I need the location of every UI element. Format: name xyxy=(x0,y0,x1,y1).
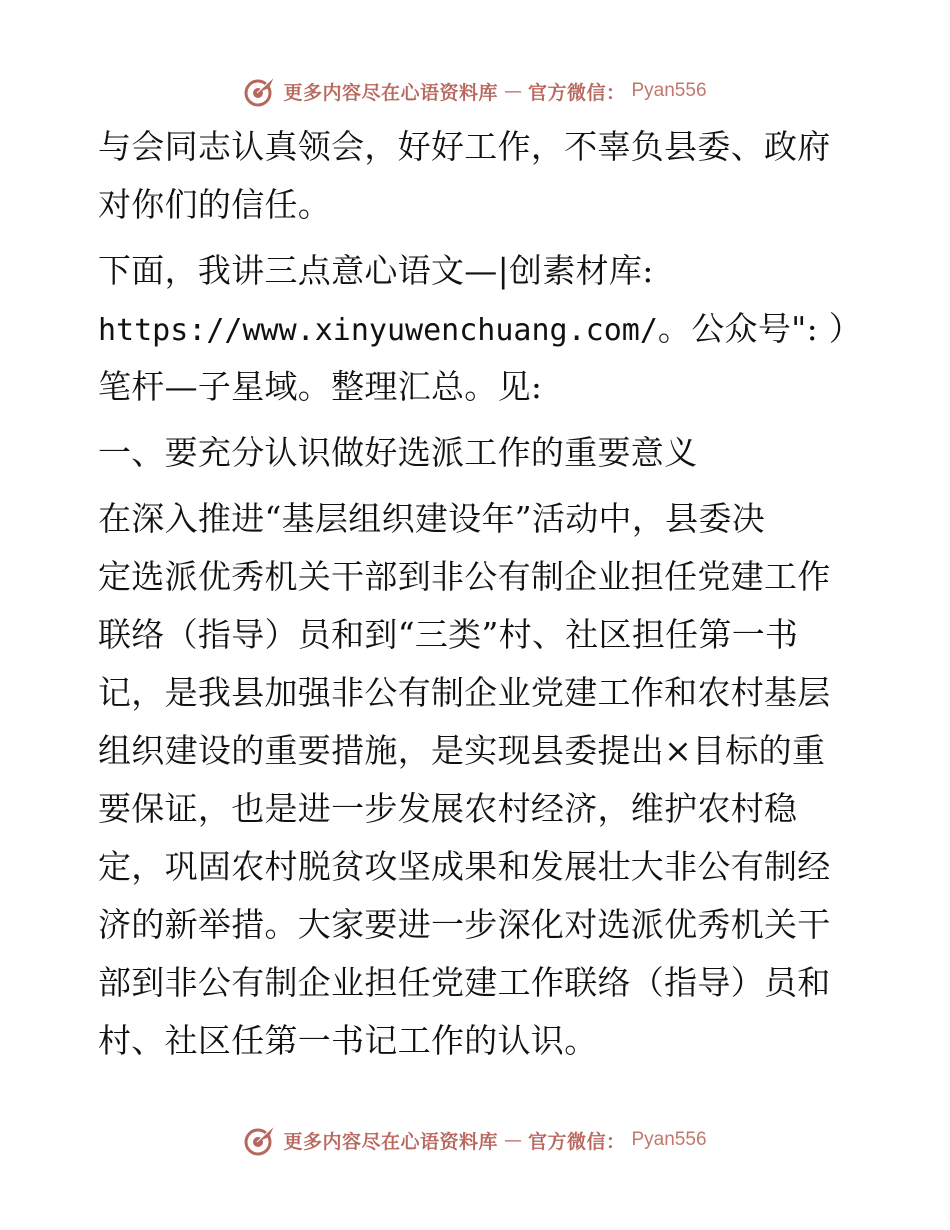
source-url-text: https://www.xinyuwenchuang.com/ xyxy=(98,313,658,348)
banner-wechat-label: 官方微信： xyxy=(527,81,626,104)
text-line: 要保证，也是进一步发展农村经济，维护农村稳 xyxy=(98,789,798,828)
paragraph-1 xyxy=(98,118,858,234)
text-line: 对你们的信任。 xyxy=(98,185,332,224)
text-line: 部到非公有制企业担任党建工作联络（指导）员和 xyxy=(98,963,831,1002)
quill-logo-icon xyxy=(243,74,277,108)
text-line: 济的新举措。大家要进一步深化对选派优秀机关干 xyxy=(98,905,831,944)
text-line: 定，巩固农村脱贫攻坚成果和发展壮大非公有制经 xyxy=(98,847,831,886)
banner-title: 更多内容尽在心语资料库 xyxy=(283,1130,498,1153)
text-line-with-url xyxy=(98,300,863,358)
text-line: 记，是我县加强非公有制企业党建工作和农村基层 xyxy=(98,673,831,712)
header-watermark-banner xyxy=(0,71,950,111)
text-line: 与会同志认真领会，好好工作，不辜负县委、政府 xyxy=(98,127,831,166)
text-line: 联络（指导）员和到“三类”村、社区担任第一书 xyxy=(98,615,799,654)
text-line: 村、社区任第一书记工作的认识。 xyxy=(98,1021,598,1060)
paragraph-3 xyxy=(98,490,858,1070)
text-line: 笔杆—子星域。整理汇总。见: xyxy=(98,367,543,406)
text-line: 定选派优秀机关干部到非公有制企业担任党建工作 xyxy=(98,557,831,596)
section-heading-1: 一、要充分认识做好选派工作的重要意义 xyxy=(98,433,698,472)
document-body xyxy=(98,118,863,1070)
banner-wechat-id: Pyan556 xyxy=(631,80,707,101)
banner-title: 更多内容尽在心语资料库 xyxy=(283,81,498,104)
text-line: 在深入推进“基层组织建设年”活动中，县委决 xyxy=(98,499,766,538)
banner-wechat-id: Pyan556 xyxy=(631,1129,707,1150)
quill-logo-icon xyxy=(243,1123,277,1157)
paragraph-2 xyxy=(98,242,863,416)
text-line: 组织建设的重要措施，是实现县委提出×目标的重 xyxy=(98,731,826,770)
text-line: 下面，我讲三点意心语文—|创素材库: xyxy=(98,251,654,290)
banner-separator: — xyxy=(503,80,522,102)
banner-wechat-label: 官方微信： xyxy=(527,1130,626,1153)
banner-separator: — xyxy=(503,1129,522,1151)
text-fragment: 。公众号": ） xyxy=(657,309,863,348)
footer-watermark-banner xyxy=(0,1120,950,1160)
